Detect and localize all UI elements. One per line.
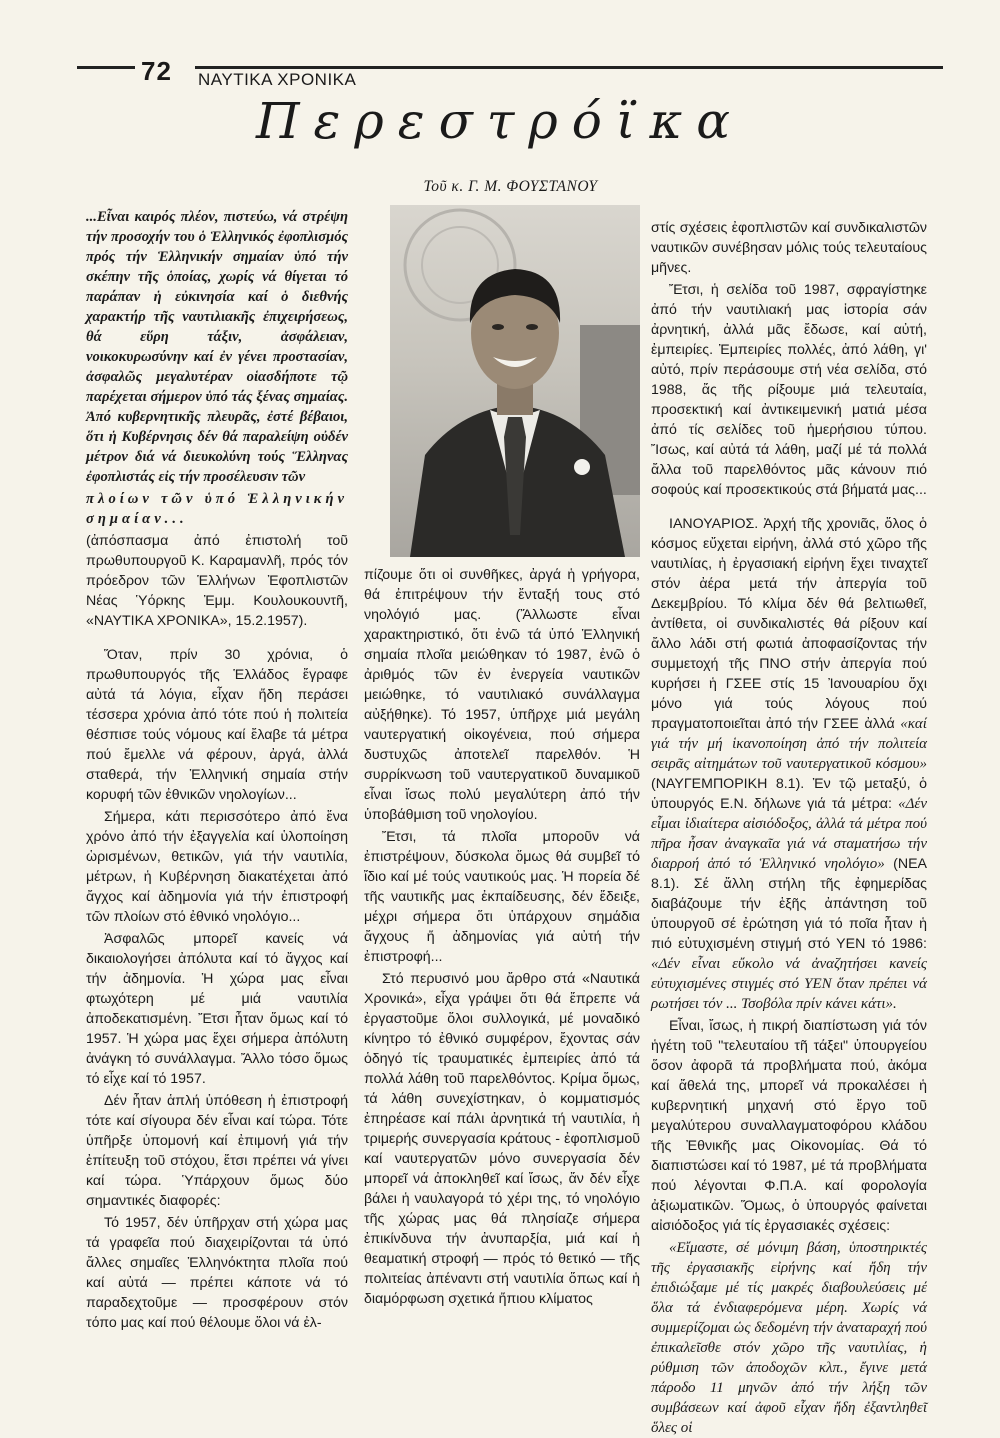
quote-run: «καί γιά τήν μή ἱκανοποίηση ἀπό τήν πολιτεία σειρᾶς αἰτημάτων τοῦ ναυτεργατικοῦ κόσμου»: [651, 716, 927, 772]
quote-run: «Δέν εἶμαι ἰδιαίτερα αἰσιόδοξος, ἀλλά τά μέτρα πού πῆρα ἦσαν ἀναγκαῖα γιά νά σταματήσω τήν διαρροή ἀπό τό Ἑλληνικό νηολόγιο»: [651, 796, 927, 872]
paragraph: Τό 1957, δέν ὑπῆρχαν στή χώρα μας τά γραφεῖα πού διαχειρίζονται τά ὑπό ἄλλες σημαῖες Ἑλληνόκτητα πλοῖα πού καί αὐτά — πρέπει κάποτε νά τό παραδεχτοῦμε — προσφέρουν στόν τόπο μας καί πού θέλουμε ὅλοι νά ἐλ-: [86, 1215, 348, 1331]
article-title: Περεστρόϊκα: [255, 92, 745, 150]
text-run: (ΝΑΥΓΕΜΠΟΡΙΚΗ 8.1). Ἐν τῷ μεταξύ, ὁ ὑπουργός Ε.Ν. δήλωνε γιά τά μέτρα:: [651, 776, 927, 812]
text-run: ΙΑΝΟΥΑΡΙΟΣ. Ἀρχή τῆς χρονιᾶς, ὅλος ὁ κόσμος εὔχεται εἰρήνη, ἀλλά στό χῶρο τῆς ναυτιλίας, ἡ ἐργασιακή εἰρήνη ἔχει τιναχτεῖ στόν ἀέρα μετά τήν ἀπεργία τοῦ Δεκεμβρίου. Τό κλίμα δέν θά βελτιωθεῖ, ἀντίθετα, οἱ συνδικαλιστές θά ρίξουν καί ἄλλο λάδι στή φωτιά ἀποφασίζοντας τήν συμμετοχή τῆς ΠΝΟ στήν ἀπεργία πού κυρήσει ἡ ΓΣΕΕ στίς 15 Ἰανουαρίου ὄχι μόνο γιά τούς λόγους πού πραγματοποιεῖται ἀπό τήν ΓΣΕΕ ἀλλά: [651, 516, 927, 732]
paragraph: Ἀσφαλῶς μπορεῖ κανείς νά δικαιολογήσει ἀπόλυτα καί τό ἄγχος καί τήν ἀδημονία. Ἡ χώρα μας εἶναι φτωχότερη μέ μιά ναυτιλία ἀποδεκατισμένη. Ἔτσι ἦταν ὅμως καί τό 1957. Ἡ χώρα μας ἔχει σήμερα ἀπόλυτη ἀνάγκη τό συνάλλαγμα. Ἄλλο τόσο ὅμως τό εἶχε καί τό 1957.: [86, 931, 348, 1087]
column-middle: [364, 565, 640, 1309]
quote-run: «Δέν εἶναι εὔκολο νά ἀναζητήσει κανείς εὐτυχισμένες στιγμές στό ΥΕΝ ὅταν πρέπει νά ρωτήσει τόν ... Τσοβόλα πρίν κάνει κάτι».: [651, 956, 927, 1012]
paragraph: Στό περυσινό μου ἄρθρο στά «Ναυτικά Χρονικά», εἶχα γράψει ὅτι θά ἔπρεπε νά ἐργαστοῦμε ὅλοι συλλογικά, μέ μοναδικό κίνητρο τό ἐθνικό συμφέρον, ἔχοντας σάν ὁδηγό τίς τραυματικές ἐμπειρίες ἀπό τά πολλά λάθη τοῦ παρελθόντος. Κρίμα ὅμως, τά λάθη συνεχίστηκαν, ὁ κομματισμός ἐπηρέασε καί πάλι ἀρνητικά τή ναυτιλία, ἡ τριμερής συνεργασία κράτους - ἐφοπλισμοῦ καί ναυτεργατῶν μόνο συνεργασία δέν μπορεῖ νά ἀποκληθεῖ καί ἴσως, ἄν δέν εἶχε βάλει ἡ ναυλαγορά τό χέρι της, τό νηολόγιο τῆς χώρας μας θά πλησίαζε σήμερα ἐπικίνδυνα τήν ἀνυπαρξία, μιά καί ἡ θεαματική στροφή — πρός τό θετικό — τῆς πολιτείας ἀπέναντι στή ναυτιλία ὅπως καί ἡ διαμόρφωση σχετικά ἤπιου κλίματος: [364, 971, 640, 1307]
paragraph: Ἔτσι, τά πλοῖα μποροῦν νά ἐπιστρέψουν, δύσκολα ὅμως θά συμβεῖ τό ἴδιο καί μέ τούς ναυτικούς μας. Ἡ πορεία δέ τῆς ναυτικῆς μας ἐκπαίδευσης, δέν ἔδειξε, μέχρι σήμερα ὅτι ὑπάρχουν σημάδια ἄγχους ἤ ἀδημονίας γιά αὐτή τήν ἐπιστροφή...: [364, 829, 640, 965]
paragraph: Ἔτσι, ἡ σελίδα τοῦ 1987, σφραγίστηκε ἀπό τήν ναυτιλιακή μας ἱστορία σάν ἀρνητική, ἀλλά μᾶς ἔδωσε, καί αὐτή, ἐμπειρίες. Ἐμπειρίες πολλές, ἀπό λάθη, γι' αὐτό, πρίν περάσουμε στή νέα σελίδα, στό 1988, ἄς τῆς ρίξουμε μιά τελευταία, προσεκτική καί ἀντικειμενική ματιά μέσα ἀπό τίς σελίδες τοῦ ἡμερήσιου τύπου. Ἴσως, καί αὐτά τά λάθη, μαζί μέ τά πολλά ἄλλα τοῦ παρελθόντος μᾶς κάνουν πιό σοφούς καί προσεκτικούς στά βήματά μας...: [651, 282, 927, 498]
magazine-name: ΝΑΥΤΙΚΑ ΧΡΟΝΙΚΑ: [198, 70, 357, 89]
paragraph: Δέν ἦταν ἁπλή ὑπόθεση ἡ ἐπιστροφή τότε καί σίγουρα δέν εἶναι καί τώρα. Τότε ὑπῆρξε ὑπομονή καί ἐπιμονή γιά τήν ἐπίτευξη τοῦ στόχου, ἔτσι πρέπει νά γίνει καί τώρα. Ὑπάρχουν ὅμως δύο σημαντικές διαφορές:: [86, 1093, 348, 1209]
page-number: 72: [141, 56, 172, 86]
quote-source: (ἀπόσπασμα ἀπό ἐπιστολή τοῦ πρωθυπουργοῦ Κ. Καραμανλῆ, πρός τόν πρόεδρον τῶν Ἑλλήνων Ἐφοπλιστῶν Νέας Ὑόρκης Ἐμμ. Κουλουκουντῆ, «ΝΑΥΤΙΚΑ ΧΡΟΝΙΚΑ», 15.2.1957).: [86, 533, 348, 629]
opening-quote-end: πλοίων τῶν ὑπό Ἑλληνικήν σημαίαν...: [86, 491, 348, 527]
portrait-photo-icon: [390, 205, 640, 557]
author-photo: [390, 205, 640, 557]
author-byline: Τοῦ κ. Γ. Μ. ΦΟΥΣΤΑΝΟΥ: [423, 178, 598, 195]
paragraph: Ὅταν, πρίν 30 χρόνια, ὁ πρωθυπουργός τῆς Ἑλλάδος ἔγραφε αὐτά τά λόγια, εἶχαν ἤδη περάσει τέσσερα χρόνια ἀπό τότε πού ἡ πολιτεία θέσπισε τούς νόμους καί ἔλαβε τά μέτρα πού ἔμελλε νά φέρουν, ἀργά, ἀλλά σταθερά, τήν Ἑλληνική σημαία στήν κορυφή τῶν ἐθνικῶν νηολογίων...: [86, 647, 348, 803]
paragraph: Σήμερα, κάτι περισσότερο ἀπό ἕνα χρόνο ἀπό τήν ἐξαγγελία καί ὑλοποίηση ὡρισμένων, θετικῶν, γιά τήν ναυτιλία, μέτρων, ἡ Κυβέρνηση διακατέχεται ἀπό ἄγχος καί ἀδημονία γιά τήν ἐπιστροφή τῶν πλοίων στό ἐθνικό νηολόγιο...: [86, 809, 348, 925]
header-rule-right: [195, 66, 943, 69]
column-right: [651, 218, 927, 1438]
paragraph-january: [651, 514, 927, 1014]
text-run: (ΝΕΑ 8.1). Σέ ἄλλη στήλη τῆς ἐφημερίδας διαβάζουμε τήν ἑξῆς ἀπάντηση τοῦ ὑπουργοῦ σέ ἐρώτηση γιά τό ποῖα ἦταν ἡ πιό εὐτυχισμένη στιγμή στό ΥΕΝ τό 1986:: [651, 856, 927, 952]
paragraph: πίζουμε ὅτι οἱ συνθῆκες, ἀργά ἡ γρήγορα, θά ἐπιτρέψουν τήν ἔνταξή τους στό νηολόγιό μας. (Ἄλλωστε εἶναι χαρακτηριστικό, ὅτι ἐνῶ τά ὑπό Ἑλληνική σημαία πλοῖα μειώθηκαν τό 1987, ἐνῶ ὁ ἀριθμός τῶν ἐν ἐνεργεία ναυτικῶν μειώθηκε, τό ναυτιλιακό συνάλλαγμα αὐξήθηκε). Τό 1957, ὑπῆρχε μιά μεγάλη ναυτεργατική οἰκογένεια, πού σήμερα δυστυχῶς ἀποτελεῖ παρελθόν. Ἡ συρρίκνωση τοῦ ναυτεργατικοῦ δυναμικοῦ εἶναι ἴσως πολύ μεγαλύτερη ἀπό τήν ὑποβάθμιση τοῦ νηολογίου.: [364, 567, 640, 823]
paragraph: Εἶναι, ἴσως, ἡ πικρή διαπίστωση γιά τόν ἡγέτη τοῦ "τελευταίου τῆ τάξει" ὑπουργείου ὅσον ἀφορᾶ τά προβλήματα πού, ἀκόμα καί ἄθελά της, μπορεῖ νά προκαλέσει ἡ κυβερνητική μηχανή στό ἔργο τοῦ μεγαλύτερου συναλλαγματοφόρου κλάδου τῆς Ἐθνικῆς μας Οἰκονομίας. Θά τό διαπιστώσει καί τό 1987, μέ τά προβλήματα πού λέγονται Φ.Π.Α. καί φορολογία ἀξιωματικῶν. Ὅμως, ὁ ὑπουργός φαίνεται αἰσιόδοξος γιά τίς ἐργασιακές σχέσεις:: [651, 1018, 927, 1234]
header-rule-left: [77, 66, 135, 69]
closing-quote: «Εἴμαστε, σέ μόνιμη βάση, ὑποστηρικτές τῆς ἐργασιακῆς εἰρήνης καί ἤδη τήν ἐπιδιώξαμε μέ τίς μακρές διαβουλεύσεις μέ ὅλα τά ἐνδιαφερόμενα μέρη. Χωρίς νά συμμερίζομαι ὡς δεδομένη τήν ἀναταραχή πού ἐπικαλεῖσθε στόν χῶρο τῆς ναυτιλίας, ἡ ρύθμιση τῶν ἀποδοχῶν κλπ., ἔγινε μετά πάροδο 11 μηνῶν ἀπό τήν λήξη τῶν συμβάσεων καί ἀφοῦ εἶχαν ἤδη ἐξαντληθεῖ ὅλες οἱ: [651, 1240, 927, 1436]
opening-quote: ...Εἶναι καιρός πλέον, πιστεύω, νά στρέψη τήν προσοχήν του ὁ Ἑλληνικός ἐφοπλισμός πρός τήν Ἑλληνικήν σημαίαν ὑπό τήν σκέπην τῆς ὁποίας, χωρίς νά θίγεται τό παράπαν ἡ εὐκινησία καί ὁ διεθνής χαρακτήρ τῆς ναυτιλιακῆς ἐπιχειρήσεως, θά εὕρη τάξιν, ἀσφάλειαν, νοικοκυρωσύνην καί ἐν γένει προστασίαν, ἀσφαλῶς μεγαλυτέραν οἱασδήποτε τῷ παρέχεται σήμερον ὑπό τάς ξένας σημαίας. Ἀπό κυβερνητικῆς πλευρᾶς, ἐστέ βέβαιοι, ὅτι ἡ Κυβέρνησις δέν θά παραλείψη οὐδέν μέτρον διά νά διευκολύνη τούς Ἕλληνας ἐφοπλιστάς εἰς τήν προσέλευσιν τῶν: [86, 209, 348, 485]
column-left: [86, 207, 348, 1333]
paragraph: στίς σχέσεις ἐφοπλιστῶν καί συνδικαλιστῶν ναυτικῶν συνέβησαν μόλις τούς τελευταίους μῆνες.: [651, 220, 927, 276]
